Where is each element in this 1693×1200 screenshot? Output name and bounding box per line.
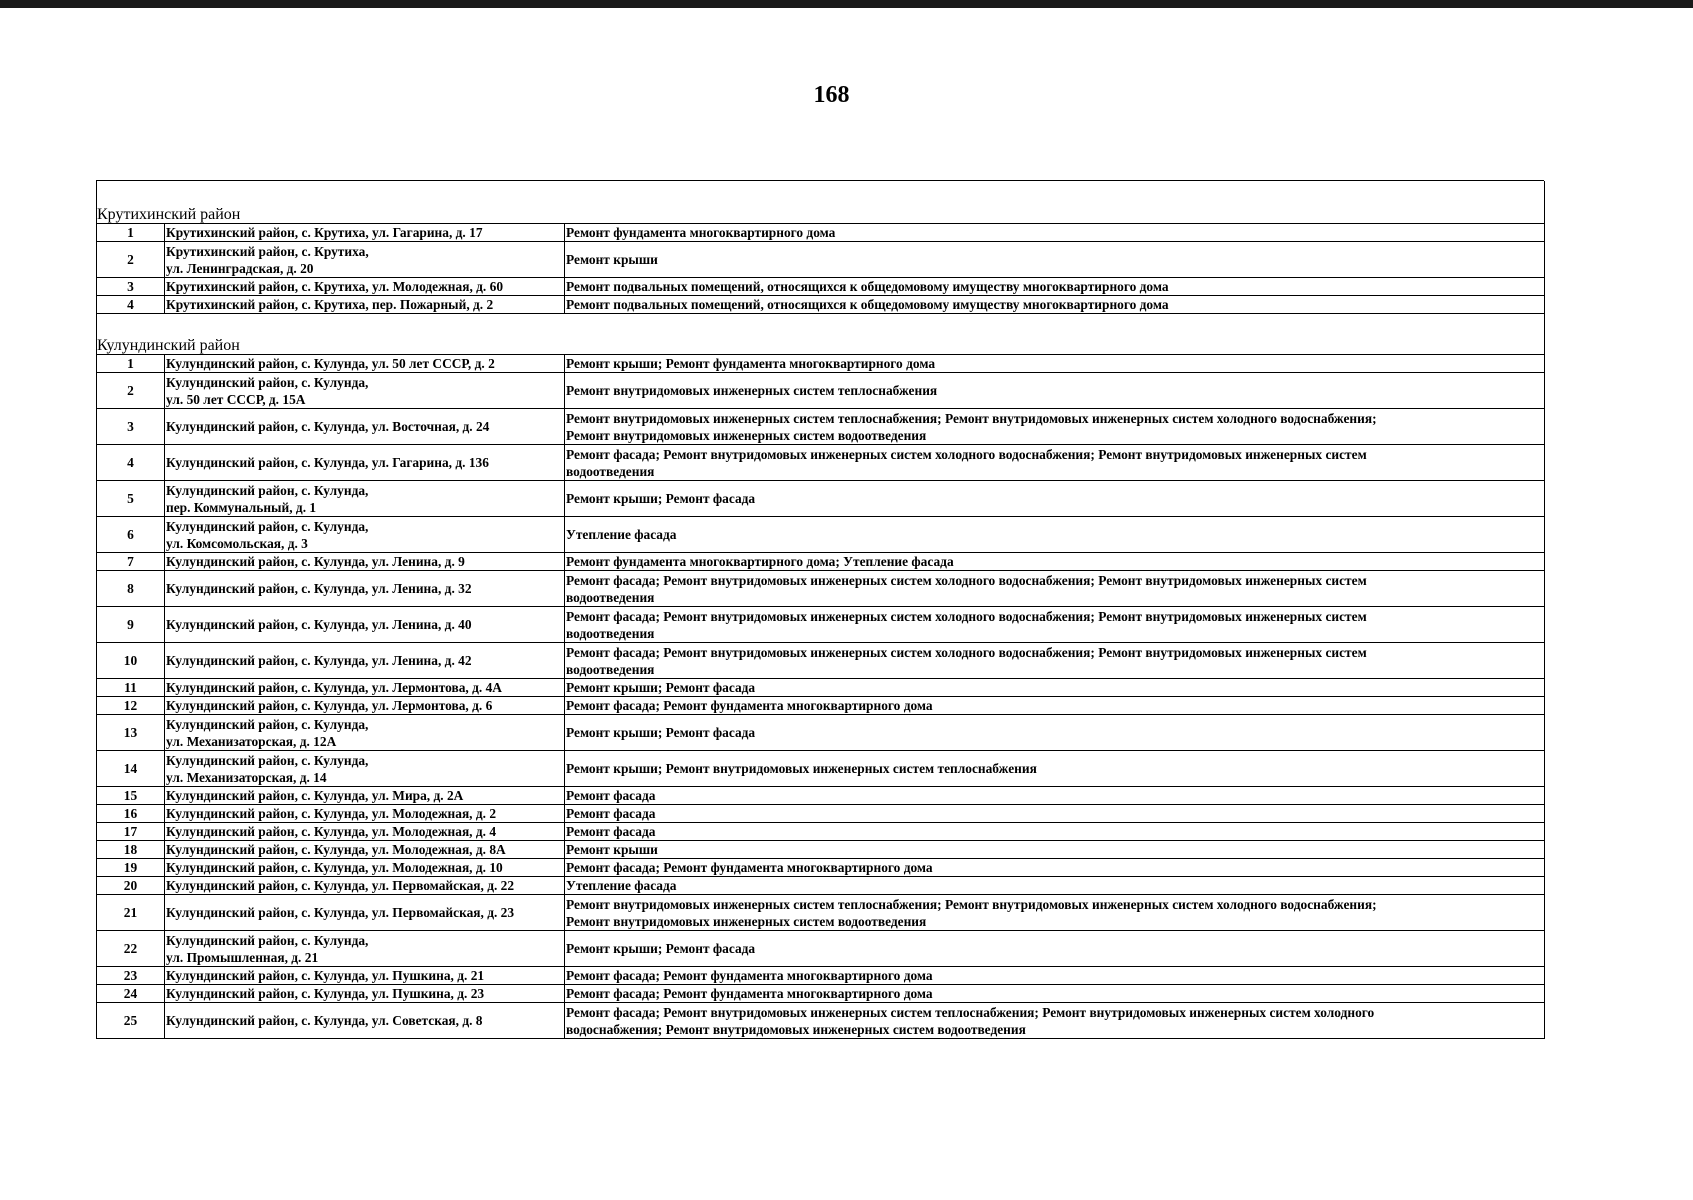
address-cell: Кулундинский район, с. Кулунда, ул. Молодежная, д. 2 <box>165 805 565 823</box>
table-row <box>97 355 1545 373</box>
works-cell: Ремонт фасада; Ремонт фундамента многоквартирного дома <box>565 985 1545 1003</box>
row-number-cell: 25 <box>97 1003 165 1039</box>
table-row <box>97 877 1545 895</box>
works-cell: Ремонт крыши; Ремонт фундамента многоквартирного дома <box>565 355 1545 373</box>
address-cell: Кулундинский район, с. Кулунда, пер. Коммунальный, д. 1 <box>165 481 565 517</box>
address-cell: Кулундинский район, с. Кулунда, ул. Механизаторская, д. 12А <box>165 715 565 751</box>
address-cell: Кулундинский район, с. Кулунда, ул. Комсомольская, д. 3 <box>165 517 565 553</box>
table-row <box>97 242 1545 278</box>
table-row <box>97 751 1545 787</box>
address-cell: Кулундинский район, с. Кулунда, ул. Первомайская, д. 22 <box>165 877 565 895</box>
page-number: 168 <box>813 82 850 108</box>
works-cell: Ремонт фасада; Ремонт фундамента многоквартирного дома <box>565 967 1545 985</box>
row-number-cell: 18 <box>97 841 165 859</box>
address-cell: Крутихинский район, с. Крутиха, ул. Молодежная, д. 60 <box>165 278 565 296</box>
address-cell: Кулундинский район, с. Кулунда, ул. Первомайская, д. 23 <box>165 895 565 931</box>
row-number-cell: 11 <box>97 679 165 697</box>
address-cell: Кулундинский район, с. Кулунда, ул. Мира, д. 2А <box>165 787 565 805</box>
table-row <box>97 296 1545 314</box>
row-number-cell: 16 <box>97 805 165 823</box>
works-cell: Ремонт фундамента многоквартирного дома; Утепление фасада <box>565 553 1545 571</box>
table-row <box>97 823 1545 841</box>
table-row <box>97 409 1545 445</box>
table-row <box>97 859 1545 877</box>
works-cell: Ремонт крыши; Ремонт фасада <box>565 679 1545 697</box>
works-cell: Ремонт крыши <box>565 242 1545 278</box>
works-cell: Ремонт внутридомовых инженерных систем теплоснабжения; Ремонт внутридомовых инженерных систем холодного водоснабжения; Ремонт внутридомовых инженерных систем водоотведения <box>565 409 1545 445</box>
works-cell: Ремонт крыши; Ремонт фасада <box>565 931 1545 967</box>
row-number-cell: 13 <box>97 715 165 751</box>
row-number-cell: 23 <box>97 967 165 985</box>
works-cell: Ремонт фасада; Ремонт внутридомовых инженерных систем теплоснабжения; Ремонт внутридомовых инженерных систем холодного водоснабжения; Ремонт внутридомовых инженерных систем водоотведения <box>565 1003 1545 1039</box>
row-number-cell: 5 <box>97 481 165 517</box>
register-table-body <box>97 181 1545 1039</box>
works-cell: Ремонт подвальных помещений, относящихся к общедомовому имуществу многоквартирного дома <box>565 296 1545 314</box>
table-row <box>97 805 1545 823</box>
row-number-cell: 9 <box>97 607 165 643</box>
row-number-cell: 3 <box>97 409 165 445</box>
table-row <box>97 931 1545 967</box>
repair-register-table <box>96 181 1545 1039</box>
works-cell: Утепление фасада <box>565 517 1545 553</box>
address-cell: Крутихинский район, с. Крутиха, ул. Гагарина, д. 17 <box>165 224 565 242</box>
row-number-cell: 24 <box>97 985 165 1003</box>
row-number-cell: 4 <box>97 296 165 314</box>
works-cell: Ремонт фасада <box>565 787 1545 805</box>
row-number-cell: 10 <box>97 643 165 679</box>
table-row <box>97 697 1545 715</box>
table-row <box>97 571 1545 607</box>
address-cell: Кулундинский район, с. Кулунда, ул. Ленина, д. 32 <box>165 571 565 607</box>
row-number-cell: 8 <box>97 571 165 607</box>
scan-top-border <box>0 0 1693 8</box>
address-cell: Кулундинский район, с. Кулунда, ул. Промышленная, д. 21 <box>165 931 565 967</box>
works-cell: Утепление фасада <box>565 877 1545 895</box>
district-header-row <box>97 181 1545 224</box>
works-cell: Ремонт внутридомовых инженерных систем теплоснабжения; Ремонт внутридомовых инженерных систем холодного водоснабжения; Ремонт внутридомовых инженерных систем водоотведения <box>565 895 1545 931</box>
row-number-cell: 19 <box>97 859 165 877</box>
table-row <box>97 224 1545 242</box>
works-cell: Ремонт фасада <box>565 823 1545 841</box>
works-cell: Ремонт фасада; Ремонт фундамента многоквартирного дома <box>565 859 1545 877</box>
address-cell: Кулундинский район, с. Кулунда, ул. Пушкина, д. 21 <box>165 967 565 985</box>
address-cell: Кулундинский район, с. Кулунда, ул. Восточная, д. 24 <box>165 409 565 445</box>
row-number-cell: 6 <box>97 517 165 553</box>
works-cell: Ремонт фундамента многоквартирного дома <box>565 224 1545 242</box>
address-cell: Кулундинский район, с. Кулунда, ул. Механизаторская, д. 14 <box>165 751 565 787</box>
district-title: Кулундинский район <box>97 314 1545 355</box>
address-cell: Крутихинский район, с. Крутиха, ул. Ленинградская, д. 20 <box>165 242 565 278</box>
address-cell: Кулундинский район, с. Кулунда, ул. Пушкина, д. 23 <box>165 985 565 1003</box>
row-number-cell: 17 <box>97 823 165 841</box>
table-row <box>97 1003 1545 1039</box>
row-number-cell: 20 <box>97 877 165 895</box>
works-cell: Ремонт фасада; Ремонт внутридомовых инженерных систем холодного водоснабжения; Ремонт внутридомовых инженерных систем водоотведения <box>565 607 1545 643</box>
address-cell: Кулундинский район, с. Кулунда, ул. Ленина, д. 9 <box>165 553 565 571</box>
row-number-cell: 7 <box>97 553 165 571</box>
table-row <box>97 985 1545 1003</box>
table-row <box>97 787 1545 805</box>
works-cell: Ремонт фасада; Ремонт внутридомовых инженерных систем холодного водоснабжения; Ремонт внутридомовых инженерных систем водоотведения <box>565 571 1545 607</box>
address-cell: Кулундинский район, с. Кулунда, ул. Лермонтова, д. 4А <box>165 679 565 697</box>
works-cell: Ремонт крыши; Ремонт фасада <box>565 715 1545 751</box>
address-cell: Кулундинский район, с. Кулунда, ул. Советская, д. 8 <box>165 1003 565 1039</box>
works-cell: Ремонт фасада; Ремонт внутридомовых инженерных систем холодного водоснабжения; Ремонт внутридомовых инженерных систем водоотведения <box>565 445 1545 481</box>
works-cell: Ремонт внутридомовых инженерных систем теплоснабжения <box>565 373 1545 409</box>
row-number-cell: 12 <box>97 697 165 715</box>
row-number-cell: 3 <box>97 278 165 296</box>
district-title: Крутихинский район <box>97 181 1545 224</box>
address-cell: Кулундинский район, с. Кулунда, ул. Молодежная, д. 4 <box>165 823 565 841</box>
table-row <box>97 553 1545 571</box>
row-number-cell: 21 <box>97 895 165 931</box>
works-cell: Ремонт фасада; Ремонт фундамента многоквартирного дома <box>565 697 1545 715</box>
table-row <box>97 679 1545 697</box>
address-cell: Кулундинский район, с. Кулунда, ул. Ленина, д. 42 <box>165 643 565 679</box>
row-number-cell: 15 <box>97 787 165 805</box>
works-cell: Ремонт подвальных помещений, относящихся к общедомовому имуществу многоквартирного дома <box>565 278 1545 296</box>
works-cell: Ремонт крыши; Ремонт внутридомовых инженерных систем теплоснабжения <box>565 751 1545 787</box>
works-cell: Ремонт фасада <box>565 805 1545 823</box>
address-cell: Кулундинский район, с. Кулунда, ул. Ленина, д. 40 <box>165 607 565 643</box>
table-row <box>97 607 1545 643</box>
row-number-cell: 22 <box>97 931 165 967</box>
row-number-cell: 2 <box>97 373 165 409</box>
table-row <box>97 715 1545 751</box>
works-cell: Ремонт фасада; Ремонт внутридомовых инженерных систем холодного водоснабжения; Ремонт внутридомовых инженерных систем водоотведения <box>565 643 1545 679</box>
row-number-cell: 14 <box>97 751 165 787</box>
row-number-cell: 2 <box>97 242 165 278</box>
row-number-cell: 4 <box>97 445 165 481</box>
table-row <box>97 445 1545 481</box>
register-document <box>96 180 1544 1039</box>
table-row <box>97 481 1545 517</box>
table-row <box>97 278 1545 296</box>
address-cell: Крутихинский район, с. Крутиха, пер. Пожарный, д. 2 <box>165 296 565 314</box>
address-cell: Кулундинский район, с. Кулунда, ул. Гагарина, д. 136 <box>165 445 565 481</box>
works-cell: Ремонт крыши; Ремонт фасада <box>565 481 1545 517</box>
table-row <box>97 895 1545 931</box>
table-row <box>97 373 1545 409</box>
table-row <box>97 967 1545 985</box>
address-cell: Кулундинский район, с. Кулунда, ул. 50 лет СССР, д. 15А <box>165 373 565 409</box>
table-row <box>97 517 1545 553</box>
address-cell: Кулундинский район, с. Кулунда, ул. Молодежная, д. 8А <box>165 841 565 859</box>
row-number-cell: 1 <box>97 355 165 373</box>
works-cell: Ремонт крыши <box>565 841 1545 859</box>
row-number-cell: 1 <box>97 224 165 242</box>
table-row <box>97 841 1545 859</box>
address-cell: Кулундинский район, с. Кулунда, ул. Лермонтова, д. 6 <box>165 697 565 715</box>
address-cell: Кулундинский район, с. Кулунда, ул. 50 лет СССР, д. 2 <box>165 355 565 373</box>
table-row <box>97 643 1545 679</box>
district-header-row <box>97 314 1545 355</box>
address-cell: Кулундинский район, с. Кулунда, ул. Молодежная, д. 10 <box>165 859 565 877</box>
